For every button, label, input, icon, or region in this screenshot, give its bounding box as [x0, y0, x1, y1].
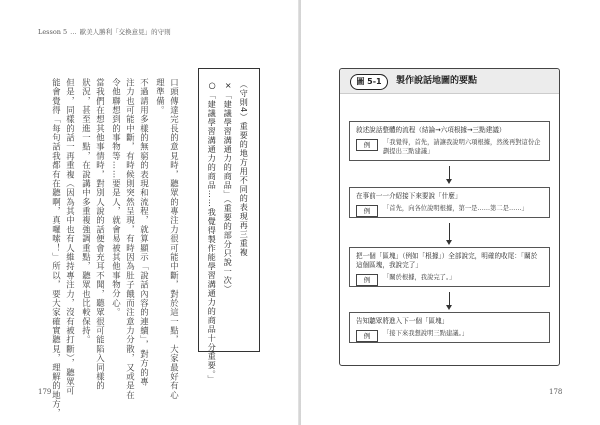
example-text: 「我覺得，首先，請讓我說明六項根據，然後再對這份企劃提出三點建議」 [383, 139, 541, 155]
example-label: 例 [356, 330, 378, 342]
flow-arrow-line [449, 292, 450, 306]
body-paragraph: 理準備。 [155, 78, 166, 115]
step-title: 把一個「區塊」（例如「根據」）全部說完，明確的收尾：「關於這個區塊，我說完了」 [356, 252, 538, 269]
page-number-right: 178 [549, 388, 563, 396]
example-label: 例 [356, 139, 378, 151]
flow-step [349, 312, 550, 343]
flow-step [349, 247, 550, 287]
example-row [350, 326, 549, 342]
step-title: 告知聽眾將進入下一個「區塊」 [356, 317, 449, 325]
body-paragraph: 能會覺得「每句話我都有在聽啊，真囉嗦！」所以，要大家確實聽見，理解的地方， [51, 78, 62, 419]
figure-title: 製作說話地圖的要點 [396, 76, 478, 86]
body-paragraph: 當我們在想其他事情時，對別人說的話便會充耳不聞，聽眾很可能陷入同樣的 [95, 78, 106, 391]
body-paragraph: 不過請用多樣的無窮的表現和流程，就算顯示「說話內容的連續」，對方的專 [139, 78, 150, 387]
header-title: 歐美人勝利「交換意見」的守則 [79, 28, 171, 36]
example-text: 「接下來我想說明三點建議。」 [383, 330, 469, 337]
body-paragraph: 狀況，甚至進一點，在說講中多重複強調重點，聽眾也比較保持。 [81, 78, 92, 345]
example-label: 例 [356, 274, 378, 286]
example-row [350, 201, 549, 217]
rule-example-correct: ○「建議學習溝通力的商品……我覺得製作能學習溝通力的商品十分重要。」 [207, 80, 218, 384]
flow-arrow-down-icon [446, 305, 452, 310]
rule-heading: （守則4）重要的地方用不同的表現再三重複 [239, 80, 250, 258]
figure-badge: 圖 5-1 [350, 74, 388, 90]
flow-arrow-down-icon [446, 240, 452, 245]
example-text: 「關於根據，我說完了。」 [383, 274, 456, 281]
flow-arrow-line [449, 166, 450, 180]
header-lesson: Lesson 5 [38, 28, 68, 36]
page-number-left: 179 [38, 388, 52, 396]
flow-step [349, 121, 550, 161]
rule-example-wrong: ×「建議學習溝通力的商品」（重要的部分只說一次） [223, 80, 234, 294]
figure-title-bar [340, 69, 559, 94]
example-label: 例 [356, 205, 378, 217]
figure-5-1 [339, 68, 560, 366]
step-title: 敘述說話整體的流程（結論→六項根據→三點建議） [356, 126, 506, 134]
step-title: 在事前一一介紹接下來要說「什麼」 [356, 192, 462, 200]
body-paragraph: 注力也可能中斷，有時候則突然呈現，有時因為肚子餓而注意力分散，又或是在 [125, 78, 136, 400]
example-row [350, 270, 549, 286]
example-text: 「首先，向各位說明根據，第一是……第二是……」 [383, 205, 528, 212]
flow-arrow-down-icon [446, 179, 452, 184]
example-row [350, 135, 549, 160]
body-paragraph: 但是，同樣的話一再重複（因為其中也有人維持專注力，沒有被打斷），聽眾可 [65, 78, 76, 396]
body-paragraph: 口頭傳達完長的意見時，聽眾的專注力很可能中斷，對於這一點，大家最好有心 [169, 78, 180, 400]
running-header [38, 27, 171, 36]
header-separator: … [70, 28, 77, 36]
body-paragraph: 令他聯想到的事物等……要是人，就會易被其他事物分心。 [111, 78, 122, 317]
flow-arrow-line [449, 223, 450, 241]
flow-step [349, 187, 550, 218]
